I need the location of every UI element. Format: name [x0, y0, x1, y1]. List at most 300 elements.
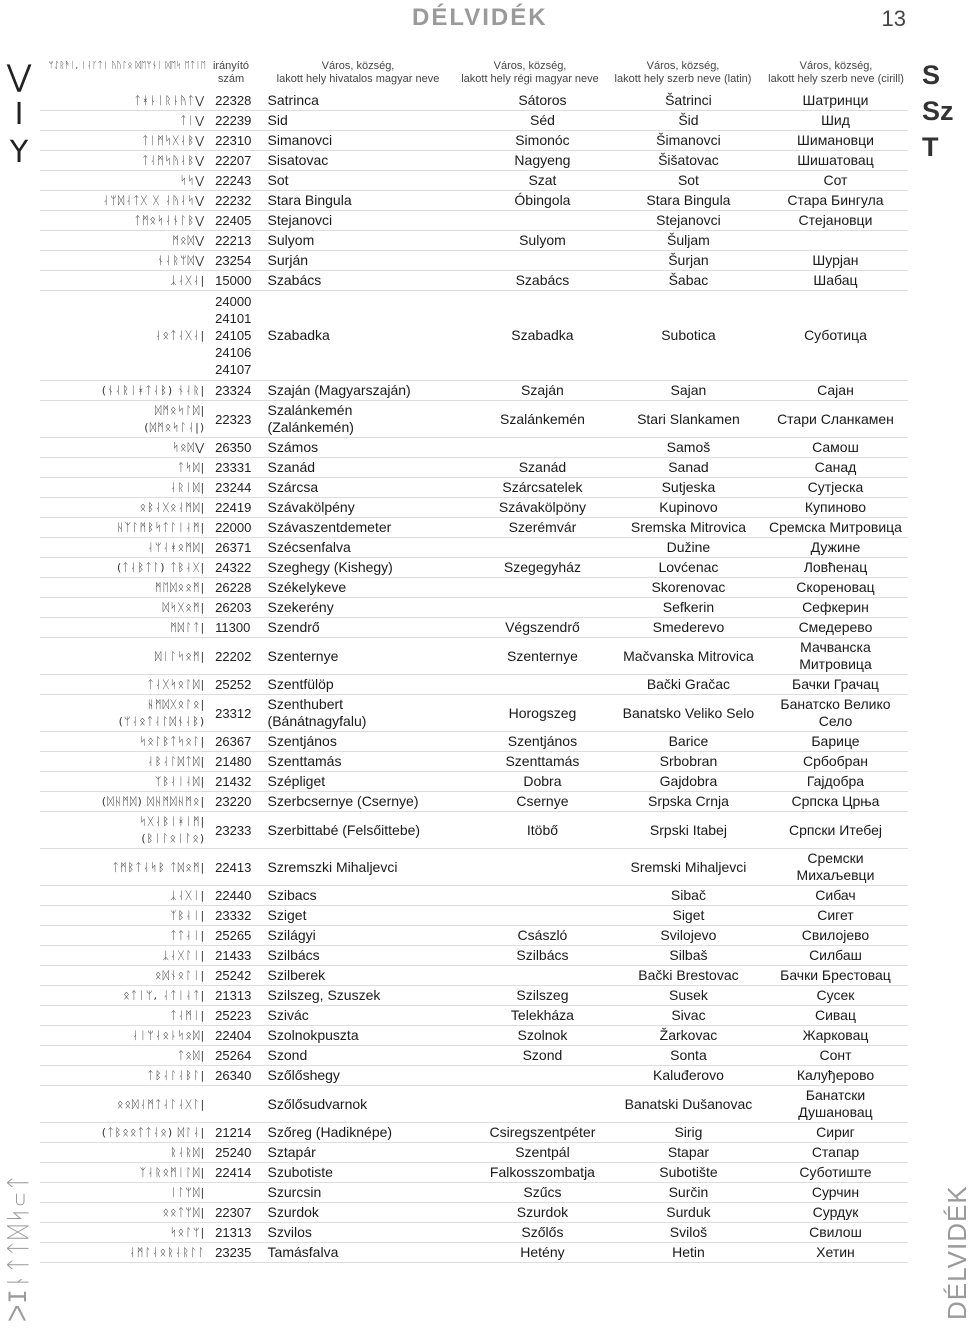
- table-row: [40, 675, 908, 695]
- cyrillic-name-cell: Шимановци: [797, 132, 874, 148]
- old-name-cell: Szat: [528, 172, 557, 188]
- table-row: [40, 291, 908, 381]
- rune-name-cell: ᛋᛟᛚᛘ|: [170, 1226, 206, 1239]
- latin-name-cell: Sremska Mitrovica: [630, 519, 747, 535]
- rune-name-cell: ᛆᚱᛁᛞ|: [170, 481, 206, 494]
- table-row: [40, 618, 908, 638]
- cyrillic-name-cell: Сириг: [816, 1124, 855, 1140]
- table-row: [40, 1123, 908, 1143]
- old-name-cell: [471, 886, 614, 906]
- cyrillic-name-cell: Шабац: [813, 272, 858, 288]
- official-name-cell: Sot: [267, 172, 289, 188]
- table-row: [40, 401, 908, 438]
- table-row: [40, 438, 908, 458]
- latin-name-cell: Banatsko Veliko Selo: [622, 704, 755, 721]
- zip-code-cell: 22413: [215, 859, 252, 875]
- table-row: [40, 1143, 908, 1163]
- official-name-cell: Szentfülöp: [267, 676, 334, 692]
- official-name-cell: Szond: [267, 1047, 308, 1063]
- rune-name-cell: ᛏᛗᛟᛋᛆᚾᛚᛒ⋁: [134, 214, 206, 227]
- zip-code-cell: 25223: [215, 1008, 252, 1023]
- zip-code-cell: 23332: [215, 908, 252, 923]
- official-name-cell: Szalánkemén (Zalánkemén): [267, 402, 354, 435]
- latin-name-cell: Sutjeska: [661, 479, 716, 495]
- rune-name-cell: ᛏᛟᛞ|: [177, 1049, 206, 1062]
- zip-code-cell: 23331: [215, 460, 252, 475]
- rune-name-cell: (ᛏᛒᛟᛟᛏᛏᛆᛟ) ᛞᛚᛆ|: [101, 1126, 206, 1139]
- table-row: [40, 966, 908, 986]
- zip-code-cell: 26228: [215, 580, 252, 595]
- rune-name-cell: ᛗᛖᛞᛟᛟᛗ|: [154, 581, 206, 594]
- official-name-cell: Stara Bingula: [267, 192, 352, 208]
- cyrillic-name-cell: Барице: [811, 733, 860, 749]
- table-row: [40, 538, 908, 558]
- cyrillic-name-cell: Шид: [821, 112, 850, 128]
- official-name-cell: Szurdok: [267, 1204, 319, 1220]
- latin-name-cell: Kaluđerovo: [653, 1067, 724, 1083]
- rune-name-cell: ᛏᛋᛞ|: [177, 461, 206, 474]
- cyrillic-name-cell: Дужине: [810, 539, 861, 555]
- table-row: [40, 111, 908, 131]
- zip-code-cell: 22207: [215, 153, 252, 168]
- old-name-cell: [471, 1066, 614, 1086]
- table-row: [40, 1183, 908, 1203]
- cyrillic-name-cell: Шатринци: [802, 92, 869, 108]
- old-name-cell: Itöbő: [526, 821, 559, 838]
- zip-code-cell: 22232: [215, 193, 252, 208]
- zip-code-cell: 21433: [215, 948, 252, 963]
- cyrillic-name-cell: Србобран: [802, 753, 868, 769]
- old-name-cell: [471, 906, 614, 926]
- latin-name-cell: Stari Slankamen: [637, 410, 740, 427]
- cyrillic-name-cell: Сурдук: [812, 1204, 859, 1220]
- official-name-cell: Szolnokpuszta: [267, 1027, 359, 1043]
- table-row: [40, 191, 908, 211]
- old-name-cell: Séd: [529, 112, 555, 128]
- official-name-cell: Szremszki Mihaljevci: [267, 858, 398, 875]
- latin-name-cell: Žarkovac: [659, 1027, 718, 1043]
- table-row: [40, 381, 908, 401]
- official-name-cell: Szilszeg, Szuszek: [267, 987, 381, 1003]
- official-name-cell: Szaján (Magyarszaján): [267, 382, 411, 398]
- table-row: [40, 772, 908, 792]
- zip-code-cell: 22000: [215, 520, 252, 535]
- zip-code-cell: 25242: [215, 968, 252, 983]
- old-name-cell: Szaján: [521, 382, 564, 398]
- official-name-cell: Szabadka: [267, 327, 330, 343]
- official-name-cell: Szekerény: [267, 599, 334, 615]
- zip-code-cell: [211, 1183, 265, 1203]
- table-row: [40, 1163, 908, 1183]
- zip-code-cell: 22404: [215, 1028, 252, 1043]
- rune-name-cell: ᛏᛗᛒᛏᛆᛋᛒ ᛏᛞᛟᛗ|: [112, 860, 206, 874]
- latin-name-cell: Susek: [668, 987, 708, 1003]
- vertical-rune-label: ᐳⵊᚿᛏᛏᛞᛋ⸦ᛏ: [4, 1173, 32, 1322]
- rune-name-cell: ᛋᛋ⋁: [179, 174, 206, 187]
- rune-name-cell: ᛟᛏᛁᛘ, ᛆᛏᛁᛆᛏ|: [123, 989, 206, 1002]
- column-headers: [40, 60, 910, 86]
- zip-code-cell: 11300: [215, 620, 251, 635]
- old-name-cell: [471, 438, 614, 458]
- official-name-cell: Szávakölpény: [267, 499, 355, 515]
- cyrillic-name-cell: Сурчин: [811, 1184, 860, 1200]
- zip-code-cell: 23312: [215, 705, 252, 721]
- rune-name-cell: ᛋᚷᛆᛒᛁᚼᛁᛗ| (ᛒᛁᛚᛟᛁᛚᛟ): [139, 815, 206, 845]
- old-name-cell: Nagyeng: [514, 152, 571, 168]
- cyrillic-name-cell: Сивац: [814, 1007, 856, 1023]
- official-name-cell: Szenttamás: [267, 753, 342, 769]
- latin-name-column-header: Város, község, lakott hely szerb neve (latin): [614, 60, 752, 85]
- zip-code-cell: 22239: [215, 113, 252, 128]
- zip-code-cell: 22307: [215, 1205, 252, 1220]
- rune-name-cell: ᛏᛒᛆᛚᛆᛒᛚ|: [147, 1069, 206, 1082]
- cyrillic-name-cell: Сремски Михаљевци: [796, 850, 875, 883]
- old-name-cell: Szávakölpöny: [498, 499, 587, 515]
- old-name-cell: [471, 211, 614, 231]
- latin-name-cell: Šimanovci: [656, 132, 721, 148]
- cyrillic-name-cell: Калуђерово: [796, 1067, 875, 1083]
- old-name-cell: [471, 849, 614, 886]
- cyrillic-name-cell: Сонт: [819, 1047, 852, 1063]
- old-name-cell: Szabadka: [511, 327, 574, 343]
- right-rail-letter: T: [922, 132, 939, 162]
- old-name-cell: Szárcsatelek: [502, 479, 583, 495]
- table-row: [40, 458, 908, 478]
- latin-name-cell: Gajdobra: [659, 773, 718, 789]
- old-name-cell: Szurdok: [516, 1204, 569, 1220]
- rune-name-cell: (ᛞᚺᛗᛞ) ᛞᚺᛗᛞᚺᛗᛟ|: [101, 795, 206, 808]
- cyrillic-name-cell: Сигет: [817, 907, 854, 923]
- table-row: [40, 1006, 908, 1026]
- latin-name-cell: Siget: [672, 907, 705, 923]
- cyrillic-name-cell: Хетин: [816, 1244, 855, 1260]
- table-row: [40, 638, 908, 675]
- latin-name-cell: Stara Bingula: [646, 192, 731, 208]
- latin-name-cell: Srpska Crnja: [647, 793, 729, 809]
- zip-code-cell: 21432: [215, 774, 252, 789]
- official-name-cell: Sztapár: [267, 1144, 316, 1160]
- zip-code-cell: 22243: [215, 173, 252, 188]
- cyrillic-name-cell: Силбаш: [809, 947, 862, 963]
- zip-code-cell: 25264: [215, 1048, 252, 1063]
- table-row: [40, 131, 908, 151]
- table-row: [40, 91, 908, 111]
- old-name-cell: Szolnok: [517, 1027, 568, 1043]
- official-name-cell: Sisatovac: [267, 152, 329, 168]
- rune-name-cell: ᚺᛉᛚᛗᛒᛋᛏᛚᛁᛆᛗ|: [116, 521, 206, 534]
- table-row: [40, 231, 908, 251]
- cyrillic-name-cell: Жарковац: [802, 1027, 869, 1043]
- latin-name-cell: Sanad: [668, 459, 709, 475]
- cyrillic-name-cell: Ловћенац: [803, 559, 868, 575]
- old-name-cell: Szilszeg: [516, 987, 569, 1003]
- old-name-cell: Falkosszombatja: [489, 1164, 595, 1180]
- right-letter-index: [922, 58, 958, 166]
- official-name-cell: Szerbcsernye (Csernye): [267, 793, 419, 809]
- zip-column-header: irányító szám: [212, 60, 250, 85]
- table-row: [40, 1086, 908, 1123]
- cyrillic-name-cell: Банатски Душановац: [798, 1087, 873, 1120]
- latin-name-cell: Silbaš: [669, 947, 708, 963]
- right-rail-letter: S: [922, 60, 941, 90]
- old-name-cell: Szűcs: [523, 1184, 562, 1200]
- zip-code-cell: 22419: [215, 500, 252, 515]
- latin-name-cell: Sot: [677, 172, 699, 188]
- rune-name-cell: ᛗᛞᛚᛏ|: [170, 621, 206, 634]
- cyrillic-name-cell: Мачванска Митровица: [799, 639, 872, 672]
- rune-name-cell: ᛆᛟᛏᛆᚷᛆ|: [154, 329, 206, 342]
- cyrillic-name-cell: Свилош: [809, 1224, 862, 1240]
- official-name-cell: Tamásfalva: [267, 1244, 339, 1260]
- latin-name-cell: Mačvanska Mitrovica: [623, 647, 754, 664]
- official-name-cell: Székelykeve: [267, 579, 347, 595]
- rune-name-cell: ᛣᛆᚷᛆ|: [170, 274, 206, 287]
- latin-name-cell: Šuljam: [667, 232, 710, 248]
- old-name-cell: Simonóc: [515, 132, 570, 148]
- cyrillic-name-cell: Сусек: [816, 987, 855, 1003]
- rune-name-cell: ᛆᛁᛘᛆᛟᚿᛋᛟᛞ|: [132, 1029, 206, 1042]
- rune-name-cell: ᛉᛒᛆᛁᛆᛞ|: [154, 775, 206, 788]
- zip-code-cell: 22202: [215, 648, 252, 664]
- old-name-cell: Szőlős: [521, 1224, 564, 1240]
- zip-code-cell: 22323: [215, 411, 252, 427]
- table-row: [40, 792, 908, 812]
- latin-name-cell: Šišatovac: [658, 152, 719, 168]
- table-row: [40, 886, 908, 906]
- rune-name-cell: ᛏᛆᚷᛋᛟᛚᛞ|: [147, 678, 206, 691]
- latin-name-cell: Skorenovac: [651, 579, 726, 595]
- old-name-cell: Horogszeg: [508, 704, 577, 721]
- table-row: [40, 906, 908, 926]
- table-row: [40, 1026, 908, 1046]
- table-row: [40, 151, 908, 171]
- official-name-cell: Szilbács: [267, 947, 320, 963]
- old-name-cell: Óbingola: [514, 192, 571, 208]
- old-name-cell: [471, 966, 614, 986]
- table-row: [40, 251, 908, 271]
- cyrillic-name-cell: Сот: [823, 172, 848, 188]
- latin-name-cell: Stejanovci: [656, 212, 721, 228]
- rune-name-cell: ᛏᛏᛆᛁ|: [170, 929, 206, 942]
- official-name-cell: Szerbittabé (Felsőittebe): [267, 821, 421, 838]
- official-name-cell: Surján: [267, 252, 309, 268]
- old-name-cell: Csiregszentpéter: [489, 1124, 596, 1140]
- cyrillic-name-cell: Сајан: [817, 382, 854, 398]
- left-rail-glyph: I: [14, 97, 24, 132]
- official-name-cell: Számos: [267, 439, 319, 455]
- old-name-cell: [471, 675, 614, 695]
- latin-name-cell: Srbobran: [659, 753, 718, 769]
- zip-code-cell: 22405: [215, 213, 252, 228]
- cyrillic-name-cell: Суботиште: [799, 1164, 872, 1180]
- zip-code-cell: 22310: [215, 133, 252, 148]
- zip-code-cell: 21313: [215, 988, 252, 1003]
- official-name-cell: Simanovci: [267, 132, 333, 148]
- old-name-cell: Sulyom: [519, 232, 566, 248]
- cyrillic-name-cell: Стара Бингула: [787, 192, 884, 208]
- rune-name-cell: ᛆᛘᛞᛆᛏᚷ ᚷ ᛆᚤᛆᛋ⋁: [102, 194, 206, 207]
- rune-name-cell: ᛆᛘᛆᚼᛟᛗᛞ|: [147, 541, 206, 554]
- old-name-cell: Szilbács: [516, 947, 569, 963]
- official-name-cell: Szőlőshegy: [267, 1067, 340, 1083]
- zip-code-cell: 22213: [215, 233, 252, 248]
- old-name-cell: [471, 578, 614, 598]
- latin-name-cell: Sibač: [670, 887, 706, 903]
- latin-name-cell: Šabac: [668, 272, 709, 288]
- rune-name-cell: ᛟᛟᛏᛘᛞ|: [162, 1206, 206, 1219]
- table-row: [40, 752, 908, 772]
- latin-name-cell: Sirig: [674, 1124, 703, 1140]
- zip-code-cell: 23235: [215, 1245, 252, 1260]
- cyrillic-name-cell: Бачки Брестовац: [780, 967, 891, 983]
- zip-code-cell: 23324: [215, 383, 252, 398]
- left-rune-index: [6, 58, 32, 172]
- rune-name-cell: ᛣᛆᚷᛁ|: [170, 889, 206, 902]
- zip-code-cell: 26350: [215, 440, 252, 455]
- table-row: [40, 732, 908, 752]
- cyrillic-name-cell: Самош: [812, 439, 859, 455]
- old-name-cell: Szabács: [515, 272, 570, 288]
- latin-name-cell: Srpski Itabej: [649, 821, 727, 838]
- zip-code-cell: 22414: [215, 1165, 252, 1180]
- official-name-cell: Satrinca: [267, 92, 319, 108]
- latin-name-cell: Sefkerin: [662, 599, 715, 615]
- cyrillic-name-cell: Стари Сланкамен: [777, 410, 894, 427]
- rune-name-cell: ᛟᛒᛆᚷᛟᛆᛗᛞ|: [139, 501, 206, 514]
- cyrillic-name-cell: Гајдобра: [806, 773, 865, 789]
- cyrillic-name-cell: Сибач: [815, 887, 856, 903]
- latin-name-cell: Šurjan: [668, 252, 709, 268]
- zip-code-cell: 23220: [215, 794, 252, 809]
- latin-name-cell: Sajan: [670, 382, 707, 398]
- zip-code-cell: 26367: [215, 734, 252, 749]
- old-name-cell: Szalánkemén: [500, 410, 585, 427]
- official-name-cell: Szőlősudvarnok: [267, 1095, 368, 1112]
- table-row: [40, 1223, 908, 1243]
- rune-name-cell: (ᚾᛆᚱᛁᚼᛏᛆᛒ) ᚾᛆᚱ|: [101, 384, 206, 397]
- latin-name-cell: Sremski Mihaljevci: [630, 858, 747, 875]
- old-name-cell: Szerémvár: [508, 519, 577, 535]
- latin-name-cell: Šatrinci: [665, 92, 712, 108]
- official-name-cell: Szanád: [267, 459, 316, 475]
- latin-name-cell: Banatski Dušanovac: [624, 1095, 753, 1112]
- rune-name-cell: ᛗᛟᛞ⋁: [172, 234, 206, 247]
- cyrillic-name-cell: Суботица: [804, 327, 867, 343]
- official-name-cell: Szendrő: [267, 619, 320, 635]
- official-name-cell: Szvilos: [267, 1224, 312, 1240]
- left-rail-glyph: ⋁: [6, 59, 32, 94]
- latin-name-cell: Stapar: [667, 1144, 710, 1160]
- rune-name-cell: ᛟᛞᚾᛟᛚᛁ|: [154, 969, 206, 982]
- cyrillic-name-cell: Шурјан: [812, 252, 859, 268]
- latin-name-cell: Surčin: [668, 1184, 709, 1200]
- rune-name-cell: ᛆᛒᛆᛚᛞᛏᛞ|: [147, 755, 206, 768]
- official-name-cell: Sid: [267, 112, 288, 128]
- official-name-cell: Stejanovci: [267, 212, 333, 228]
- official-name-cell: Szabács: [267, 272, 322, 288]
- table-row: [40, 558, 908, 578]
- table-row: [40, 518, 908, 538]
- old-name-cell: Csernye: [516, 793, 569, 809]
- zip-code-cell: 21480: [215, 754, 252, 769]
- cyrillic-name-cell: Скореновац: [796, 579, 875, 595]
- zip-code-cell: 25265: [215, 928, 252, 943]
- official-name-cell: Szilágyi: [267, 927, 316, 943]
- zip-code-cell: 24000 24101 24105 24106 24107: [215, 294, 252, 377]
- zip-code-cell: 23233: [215, 822, 252, 838]
- official-name-cell: Sziget: [267, 907, 307, 923]
- right-rail-letter: Sz: [922, 96, 954, 126]
- latin-name-cell: Subotište: [659, 1164, 718, 1180]
- rune-name-cell: ᛁᛚᛘᛞ|: [170, 1186, 206, 1199]
- rune-name-cell: ᛋᛟᛚᛒᛏᛋᛟᛚ|: [139, 735, 206, 748]
- latin-name-cell: Šid: [678, 112, 699, 128]
- rune-name-cell: ᛟᛟᛞᛆᛗᛏᛆᛚᛆᚷᛚ|: [116, 1097, 206, 1111]
- rune-name-cell: ᛣᛆᚷᛚᛁ|: [162, 949, 206, 962]
- rune-name-cell: ᛞᛗᛟᛋᛚᛞ| (ᛞᛗᛟᛋᛚᛆ|): [144, 404, 206, 434]
- cyrillic-name-cell: Стапар: [811, 1144, 860, 1160]
- page-header-title: DÉLVIDÉK: [412, 4, 548, 31]
- table-row: [40, 1203, 908, 1223]
- latin-name-cell: Hetin: [672, 1244, 705, 1260]
- table-row: [40, 1243, 908, 1263]
- zip-code-cell: 21313: [215, 1225, 252, 1240]
- zip-code-cell: 23254: [215, 253, 252, 268]
- old-name-column-header: Város, község, lakott hely régi magyar neve: [461, 60, 599, 85]
- cyrillic-name-cell: Смедерево: [798, 619, 873, 635]
- rune-name-cell: ᚱᛆᚱᛞ|: [170, 1146, 206, 1159]
- old-name-cell: Császló: [517, 927, 568, 943]
- table-row: [40, 1066, 908, 1086]
- rune-name-cell: ᛞᛋᚷᛟᛗ|: [162, 601, 206, 614]
- old-name-cell: Szond: [522, 1047, 563, 1063]
- rune-name-cell: (ᛏᛆᛒᛏᛚ) ᛏᛒᛆᚷ|: [116, 561, 206, 574]
- zip-code-cell: 15000: [215, 273, 252, 288]
- table-row: [40, 986, 908, 1006]
- table-row: [40, 1046, 908, 1066]
- cyrillic-name-cell: Сремска Митровица: [769, 519, 902, 535]
- left-rail-glyph: Y: [9, 135, 29, 170]
- rune-name-cell: ᛋᛟᛞ⋁: [172, 441, 206, 454]
- zip-code-cell: 24322: [215, 560, 252, 575]
- latin-name-cell: Bački Gračac: [646, 676, 731, 692]
- vertical-region-label: DÉLVIDÉK: [942, 1185, 972, 1320]
- old-name-cell: [471, 1086, 614, 1123]
- rune-name-cell: ᛏᛆᛗᛋᚤᛆᛒ⋁: [141, 154, 206, 167]
- official-name-column-header: Város, község, lakott hely hivatalos magyar neve: [276, 60, 440, 85]
- latin-name-cell: Subotica: [661, 327, 716, 343]
- official-name-cell: Szenthubert (Bánátnagyfalu): [267, 696, 367, 729]
- old-name-cell: Dobra: [523, 773, 562, 789]
- old-name-cell: [471, 598, 614, 618]
- rune-name-cell: ᛏᛁᛗᛋᚷᛆᛒ⋁: [141, 134, 206, 147]
- zip-code-cell: 23244: [215, 480, 252, 495]
- official-name-cell: Szibacs: [267, 887, 317, 903]
- rune-name-cell: ᚾᛆᚱᛘᛞ⋁: [157, 254, 206, 267]
- cyrillic-name-cell: Шишатовац: [797, 152, 874, 168]
- cyrillic-name-column-header: Város, község, lakott hely szerb neve (cirill): [768, 60, 904, 85]
- page-number: 13: [881, 6, 906, 31]
- table-row: [40, 926, 908, 946]
- cyrillic-name-cell: Српски Итебеј: [788, 821, 882, 838]
- cyrillic-name-cell: Сутјеска: [807, 479, 864, 495]
- cyrillic-name-cell: Сефкерин: [802, 599, 869, 615]
- official-name-cell: Szőreg (Hadiknépe): [267, 1124, 393, 1140]
- old-name-cell: Sátoros: [518, 92, 567, 108]
- cyrillic-name-cell: Бачки Грачац: [792, 676, 879, 692]
- table-row: [40, 695, 908, 732]
- latin-name-cell: Sviloš: [669, 1224, 708, 1240]
